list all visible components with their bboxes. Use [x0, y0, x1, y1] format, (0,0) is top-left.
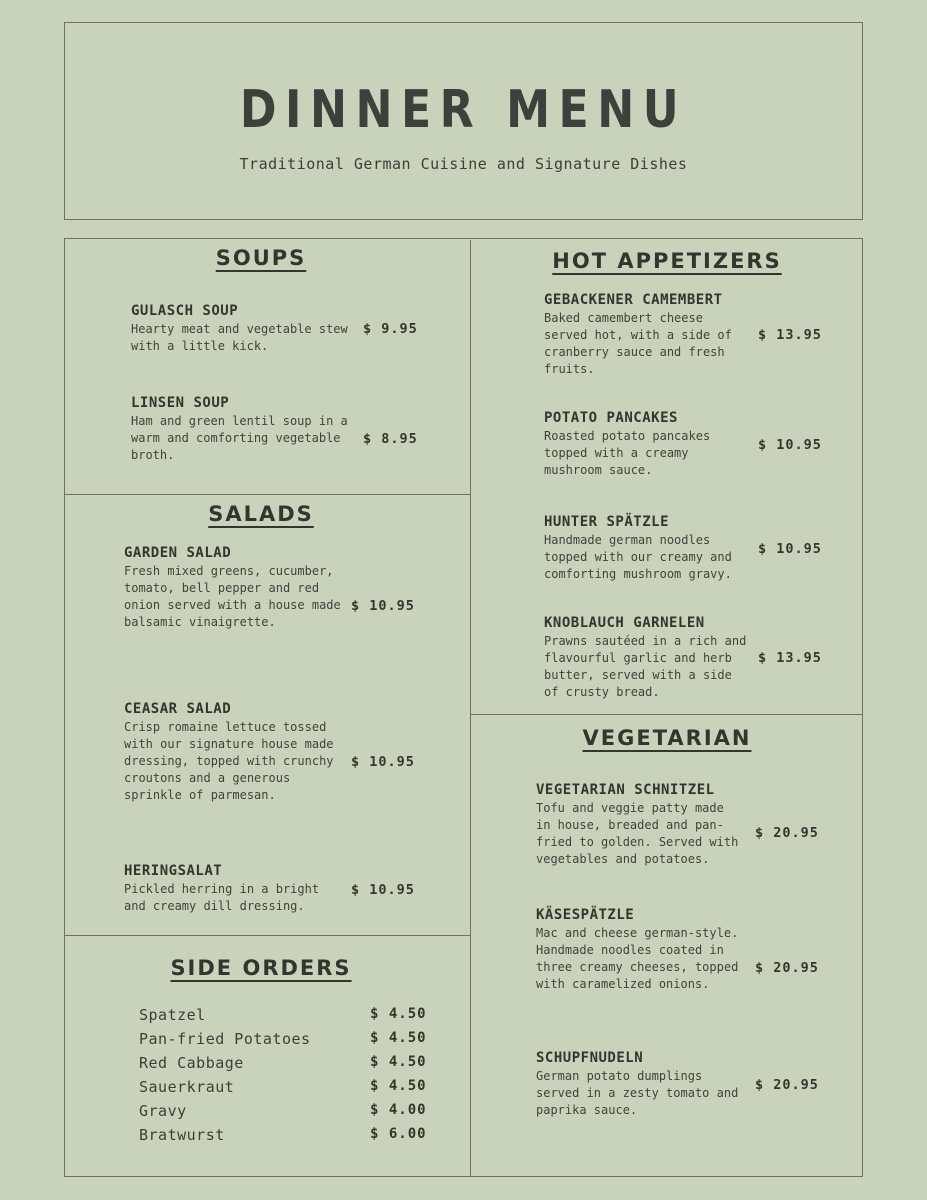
side-item: Pan-fried Potatoes	[139, 1030, 311, 1048]
item-name: HERINGSALAT	[124, 863, 223, 879]
item-description: Ham and green lentil soup in a warm and comforting vegetable broth.	[131, 414, 348, 462]
side-price: $ 4.00	[370, 1102, 427, 1118]
side-price: $ 4.50	[370, 1006, 427, 1022]
menu-item	[124, 701, 346, 804]
side-price: $ 4.50	[370, 1078, 427, 1094]
item-price: $ 8.95	[363, 431, 418, 447]
item-name: SCHUPFNUDELN	[536, 1050, 644, 1066]
item-description: Handmade german noodles topped with our creamy and comforting mushroom gravy.	[544, 533, 732, 581]
appetizers-divider	[470, 714, 863, 715]
item-name: KÄSESPÄTZLE	[536, 907, 635, 923]
menu-item	[131, 303, 353, 355]
side-item: Sauerkraut	[139, 1078, 235, 1096]
menu-item	[124, 863, 346, 915]
sides-heading: SIDE ORDERS	[170, 956, 352, 980]
item-description: Crisp romaine lettuce tossed with our signature house made dressing, topped with crunchy croutons and a generous sprinkle of parmesan.	[124, 720, 334, 802]
item-price: $ 10.95	[351, 754, 415, 770]
item-name: GULASCH SOUP	[131, 303, 239, 319]
item-name: LINSEN SOUP	[131, 395, 230, 411]
side-price: $ 4.50	[370, 1030, 427, 1046]
item-price: $ 20.95	[755, 1077, 819, 1093]
item-price: $ 10.95	[758, 541, 822, 557]
menu-item	[544, 410, 749, 479]
item-description: Hearty meat and vegetable stew with a little kick.	[131, 322, 348, 353]
item-description: Tofu and veggie patty made in house, breaded and pan-fried to golden. Served with vegetables and potatoes.	[536, 801, 739, 866]
item-price: $ 10.95	[758, 437, 822, 453]
item-price: $ 9.95	[363, 321, 418, 337]
item-description: Prawns sautéed in a rich and flavourful garlic and herb butter, served with a side of crusty bread.	[544, 634, 747, 699]
menu-item	[124, 545, 346, 631]
column-divider	[470, 240, 471, 1177]
appetizers-heading: HOT APPETIZERS	[552, 249, 782, 273]
menu-item	[536, 1050, 741, 1119]
side-item: Spatzel	[139, 1006, 206, 1024]
vegetarian-heading: VEGETARIAN	[582, 726, 752, 750]
item-description: Baked camembert cheese served hot, with a side of cranberry sauce and fresh fruits.	[544, 311, 732, 376]
item-price: $ 20.95	[755, 825, 819, 841]
item-price: $ 20.95	[755, 960, 819, 976]
page-title: DINNER MENU	[239, 80, 688, 140]
soups-heading: SOUPS	[215, 246, 307, 270]
side-item: Red Cabbage	[139, 1054, 244, 1072]
menu-item	[544, 514, 749, 583]
item-name: VEGETARIAN SCHNITZEL	[536, 782, 715, 798]
page-subtitle: Traditional German Cuisine and Signature Dishes	[239, 155, 688, 173]
side-item: Gravy	[139, 1102, 187, 1120]
menu-item	[544, 292, 749, 378]
menu-item	[536, 782, 741, 868]
side-price: $ 6.00	[370, 1126, 427, 1142]
item-price: $ 10.95	[351, 882, 415, 898]
item-name: HUNTER SPÄTZLE	[544, 514, 670, 530]
item-price: $ 13.95	[758, 327, 822, 343]
item-name: GARDEN SALAD	[124, 545, 232, 561]
side-item: Bratwurst	[139, 1126, 225, 1144]
item-description: German potato dumplings served in a zesty tomato and paprika sauce.	[536, 1069, 739, 1117]
item-description: Mac and cheese german-style. Handmade noodles coated in three creamy cheeses, topped with caramelized onions.	[536, 926, 739, 991]
side-price: $ 4.50	[370, 1054, 427, 1070]
menu-item	[131, 395, 353, 464]
item-name: CEASAR SALAD	[124, 701, 232, 717]
soups-divider	[64, 494, 470, 495]
menu-item	[544, 615, 749, 701]
item-name: POTATO PANCAKES	[544, 410, 678, 426]
item-price: $ 13.95	[758, 650, 822, 666]
menu-item	[536, 907, 741, 993]
item-description: Pickled herring in a bright and creamy dill dressing.	[124, 882, 320, 913]
item-name: KNOBLAUCH GARNELEN	[544, 615, 705, 631]
item-description: Roasted potato pancakes topped with a creamy mushroom sauce.	[544, 429, 711, 477]
item-price: $ 10.95	[351, 598, 415, 614]
item-name: GEBACKENER CAMEMBERT	[544, 292, 723, 308]
salads-heading: SALADS	[208, 502, 314, 526]
item-description: Fresh mixed greens, cucumber, tomato, bell pepper and red onion served with a house made balsamic vinaigrette.	[124, 564, 341, 629]
salads-divider	[64, 935, 470, 936]
